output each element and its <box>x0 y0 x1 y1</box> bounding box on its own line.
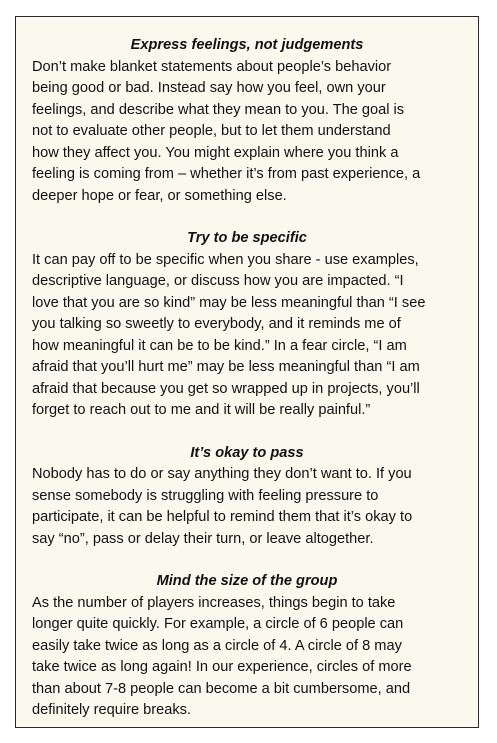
section-body <box>32 57 478 208</box>
text-line: Don’t make blanket statements about people’s behavior <box>32 58 392 75</box>
section-heading: Express feelings, not judgements <box>130 37 364 53</box>
text-line: descriptive language, or discuss how you are impacted. “I <box>32 273 404 289</box>
text-line: As the number of players increases, things begin to take <box>32 594 396 611</box>
text-line: not to evaluate other people, but to let them understand <box>32 123 391 139</box>
text-line: forget to reach out to me and it will be really painful.” <box>32 402 371 418</box>
section-okay-to-pass <box>32 443 478 551</box>
text-line: feelings, and describe what they mean to you. The goal is <box>32 101 405 118</box>
section-group-size <box>32 571 478 722</box>
section-body <box>32 464 478 550</box>
text-line: Nobody has to do or say anything they don’t want to. If you <box>32 466 412 482</box>
tips-card <box>15 16 479 728</box>
section-be-specific <box>32 228 478 422</box>
text-line: love that you are so kind” may be less meaningful than “I see <box>32 294 426 311</box>
text-line: being good or bad. Instead say how you feel, own your <box>32 80 386 96</box>
text-line: feeling is coming from – whether it’s from past experience, a <box>32 166 421 182</box>
section-heading: It’s okay to pass <box>190 444 304 461</box>
text-line: It can pay off to be specific when you share - use examples, <box>32 251 419 268</box>
section-body <box>32 593 478 722</box>
text-line: than about 7-8 people can become a bit cumbersome, and <box>32 680 411 697</box>
section-express-feelings <box>32 35 478 207</box>
text-line: longer quite quickly. For example, a circle of 6 people can <box>32 616 404 632</box>
text-line: afraid that because you get so wrapped up in projects, you’ll <box>32 380 420 397</box>
text-line: you talking so sweetly to everybody, and it reminds me of <box>32 316 401 332</box>
text-line: take twice as long again! In our experience, circles of more <box>32 659 412 675</box>
text-line: sense somebody is struggling with feeling pressure to <box>32 487 379 504</box>
section-heading: Mind the size of the group <box>156 573 338 589</box>
text-line: deeper hope or fear, or something else. <box>32 187 287 204</box>
section-heading: Try to be specific <box>187 230 307 246</box>
text-line: say “no”, pass or delay their turn, or leave altogether. <box>32 530 374 547</box>
text-line: how they affect you. You might explain where you think a <box>32 144 399 161</box>
text-line: easily take twice as long as a circle of 4. A circle of 8 may <box>32 637 402 654</box>
text-line: afraid that you’ll hurt me” may be less meaningful than “I am <box>32 359 420 375</box>
section-body <box>32 250 478 422</box>
text-line: definitely require breaks. <box>32 702 191 718</box>
text-line: participate, it can be helpful to remind them that it’s okay to <box>32 509 413 525</box>
text-line: how meaningful it can be to be kind.” In a fear circle, “I am <box>32 337 407 354</box>
